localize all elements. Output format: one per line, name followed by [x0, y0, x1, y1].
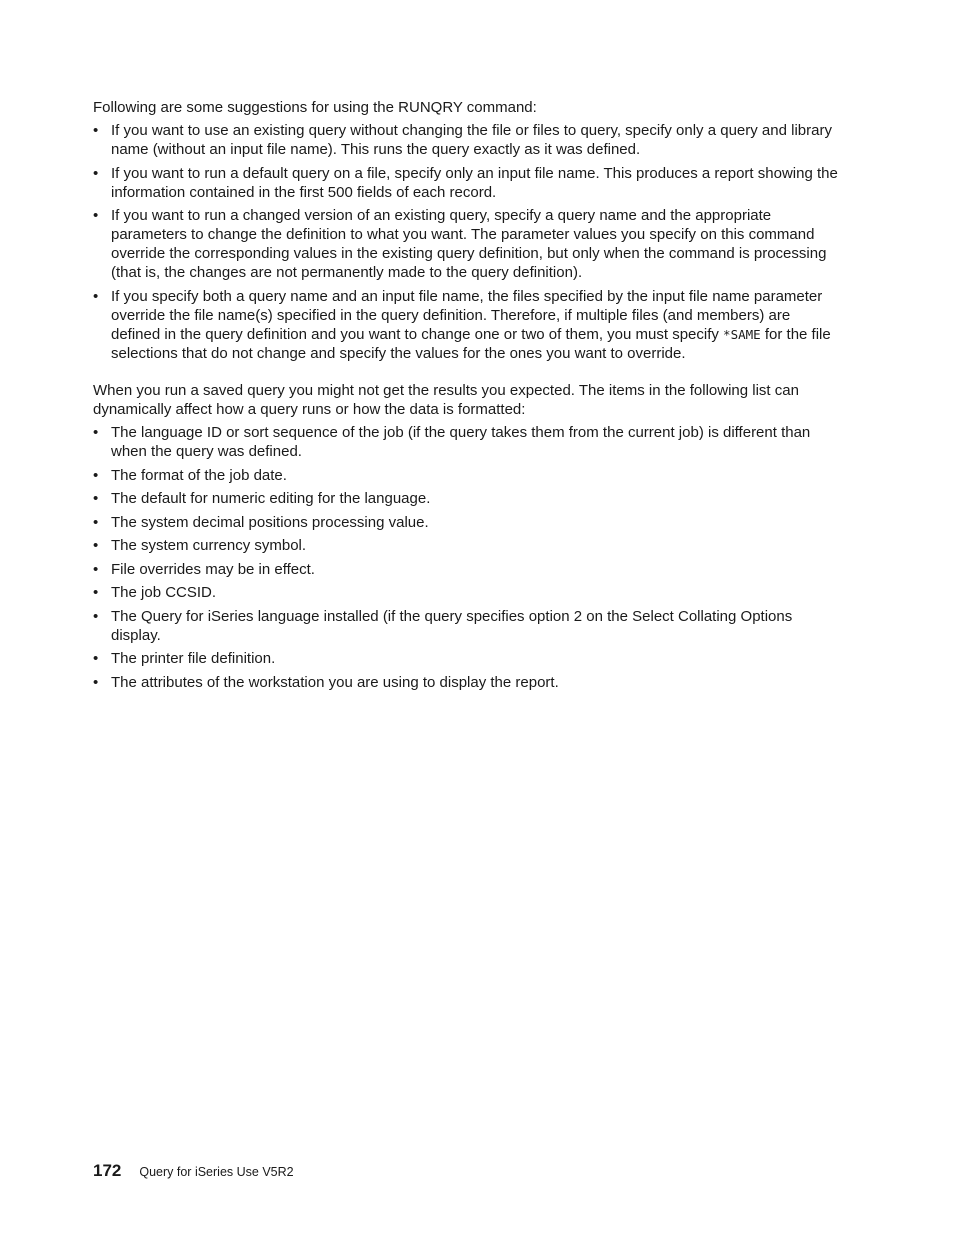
- section1-list: [93, 121, 838, 363]
- list-item: [93, 673, 838, 692]
- list-item: [93, 536, 838, 555]
- list-item: [93, 287, 838, 363]
- bullet-icon: •: [93, 607, 99, 625]
- list-item-text: If you want to use an existing query without changing the file or files to query, specify only a query and library name (without an input file name). This runs the query exactly as it was defined.: [111, 122, 832, 158]
- page-number: 172: [93, 1161, 122, 1180]
- section2-list: [93, 423, 838, 692]
- list-item-text: The printer file definition.: [111, 650, 276, 667]
- bullet-icon: •: [93, 466, 99, 484]
- book-title: Query for iSeries Use V5R2: [139, 1165, 294, 1179]
- section-spacer: [93, 367, 838, 381]
- list-item: [93, 121, 838, 159]
- list-item-text: The default for numeric editing for the language.: [111, 490, 431, 507]
- list-item: [93, 164, 838, 202]
- list-item: [93, 423, 838, 461]
- list-item: [93, 206, 838, 282]
- bullet-icon: •: [93, 650, 99, 667]
- bullet-icon: •: [93, 164, 99, 182]
- list-item-text: The format of the job date.: [111, 466, 287, 484]
- bullet-icon: •: [93, 287, 99, 305]
- code-same: *SAME: [723, 326, 761, 342]
- section1-intro: Following are some suggestions for using the RUNQRY command:: [93, 99, 537, 116]
- list-item-text: File overrides may be in effect.: [111, 560, 315, 578]
- bullet-icon: •: [93, 122, 99, 139]
- list-item: [93, 607, 838, 645]
- list-item: [93, 466, 838, 485]
- bullet-icon: •: [93, 513, 99, 531]
- list-item-text: The attributes of the workstation you are using to display the report.: [111, 673, 559, 691]
- bullet-icon: •: [93, 424, 99, 441]
- bullet-icon: •: [93, 490, 99, 507]
- list-item-text: The job CCSID.: [111, 584, 217, 601]
- page-footer: [93, 1161, 294, 1182]
- bullet-icon: •: [93, 207, 99, 224]
- bullet-icon: •: [93, 560, 99, 578]
- list-item-text: If you want to run a default query on a file, specify only an input file name. This produces a report showing the information contained in the first 500 fields of each record.: [111, 164, 838, 201]
- list-item: [93, 489, 838, 508]
- list-item-text-after: for the file selections that do not change and specify the values for the ones you want to override.: [111, 325, 831, 362]
- bullet-icon: •: [93, 584, 99, 601]
- list-item-text: The language ID or sort sequence of the job (if the query takes them from the current job) is different than when the query was defined.: [111, 424, 811, 460]
- list-item: [93, 649, 838, 668]
- list-item: [93, 583, 838, 602]
- bullet-icon: •: [93, 673, 99, 691]
- list-item-text: If you want to run a changed version of an existing query, specify a query name and the appropriate parameters to change the definition to what you want. The parameter values you specify on this command override the corresponding values in the existing query definition, but only when the command is processing (that is, the changes are not permanently made to the query definition).: [111, 207, 827, 281]
- list-item-text: The system decimal positions processing value.: [111, 513, 429, 531]
- list-item-text-before: If you specify both a query name and an input file name, the files specified by the input file name parameter override the file name(s) specified in the query definition. Therefore, if multiple files (and members) are defined in the query definition and you want to change one or two of them, you must specify: [111, 287, 823, 343]
- page-content: [93, 98, 838, 696]
- bullet-icon: •: [93, 537, 99, 554]
- list-item: [93, 560, 838, 579]
- list-item-text: The system currency symbol.: [111, 537, 307, 554]
- list-item: [93, 513, 838, 532]
- list-item-text: The Query for iSeries language installed (if the query specifies option 2 on the Select Collating Options display.: [111, 607, 793, 644]
- section2-intro: When you run a saved query you might not get the results you expected. The items in the following list can dynamically affect how a query runs or how the data is formatted:: [93, 382, 799, 418]
